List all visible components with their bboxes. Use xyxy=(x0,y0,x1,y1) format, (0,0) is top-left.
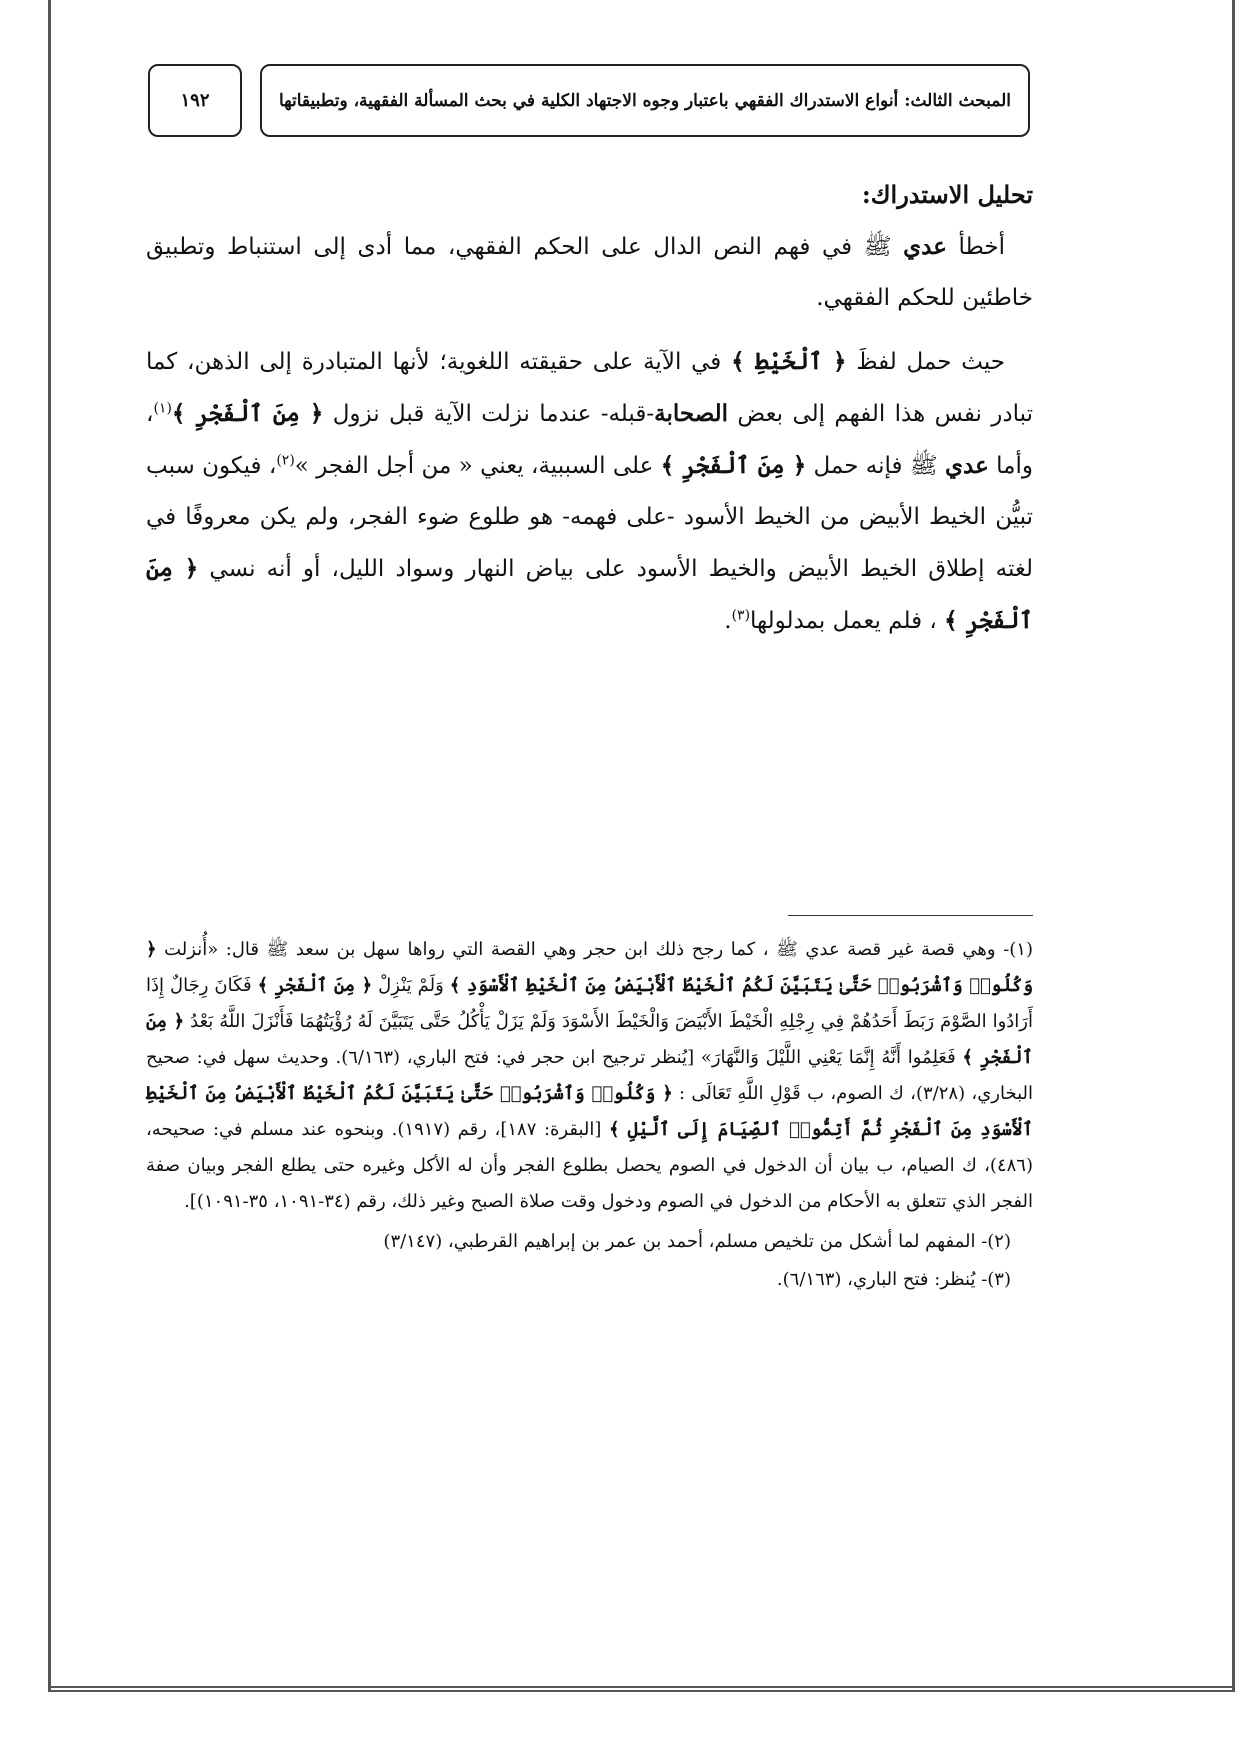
quran-quote: ﴿ وَكُلُوا۟ وَٱشْرَبُوا۟ حَتَّىٰ يَتَبَيَّنَ لَكُمُ ٱلْخَيْطُ ٱلْأَبْيَضُ مِنَ ٱلْخَيْطِ ٱلْأَسْوَدِ مِنَ ٱلْفَجْرِ ثُمَّ أَتِمُّوا۟ ٱلصِّيَامَ إِلَى ٱلَّيْلِ ﴾ xyxy=(146,1083,1033,1140)
text-run: في الآية على حقيقته اللغوية؛ لأنها المتبادرة إلى الذهن، كما تبادر نفس هذا الفهم إلى بعض xyxy=(146,349,1033,427)
text-run: ، وأما xyxy=(146,401,1033,479)
name-emphasis: الصحابة xyxy=(654,400,729,427)
text-run: . xyxy=(724,608,732,634)
page-frame-bottom xyxy=(48,1686,1235,1692)
running-header-title: المبحث الثالث: أنواع الاستدراك الفقهي باعتبار وجوه الاجتهاد الكلية في بحث المسألة الفقهية، وتطبيقاتها xyxy=(278,90,1012,111)
paragraph-1 xyxy=(146,221,1033,324)
footnote-1 xyxy=(146,932,1033,1220)
footnotes xyxy=(146,932,1033,1300)
text-run: [البقرة: ١٨٧]، رقم (١٩١٧). وبنحوه عند مسلم في: صحيحه، (٤٨٦)، ك الصيام، ب بيان أن الدخول في الصوم يحصل بطلوع الفجر وأن له الأكل وغيره حتى يطلع الفجر وبيان صفة الفجر الذي تتعلق به الأحكام من الدخول في الصوم ودخول وقت صلاة الصبح وغير ذلك، رقم (٣٤-١٠٩١، ٣٥-١٠٩١)]. xyxy=(146,1119,1033,1212)
text-run: المفهم لما أشكل من تلخيص مسلم، أحمد بن عمر بن إبراهيم القرطبي، (٣/١٤٧) xyxy=(383,1231,982,1252)
name-emphasis: عدي xyxy=(903,233,947,260)
quran-quote: ﴿ مِنَ ٱلْفَجْرِ ﴾ xyxy=(660,452,807,479)
text-run: ، فلم يعمل بمدلولها xyxy=(750,608,945,634)
footnote-3 xyxy=(146,1262,1033,1298)
footnote-ref-1[interactable]: (١) xyxy=(153,400,172,417)
text-run: فَعَلِمُوا أَنَّهُ إِنَّمَا يَعْنِي اللَّيْلَ وَالنَّهَارَ» [يُنظر ترجيح ابن حجر في: فتح الباري، (٦/١٦٣). وحديث سهل في: صحيح البخاري، (٣/٢٨)، ك الصوم، ب قَوْلِ اللَّهِ تَعَالَى : xyxy=(146,1047,1034,1104)
quran-quote: ﴿ مِنَ ٱلْفَجْرِ ﴾ xyxy=(146,555,1033,634)
running-header xyxy=(260,64,1030,137)
quran-quote: ﴿ وَكُلُوا۟ وَٱشْرَبُوا۟ حَتَّىٰ يَتَبَيَّنَ لَكُمُ ٱلْخَيْطُ ٱلْأَبْيَضُ مِنَ ٱلْخَيْطِ ٱلْأَسْوَدِ ﴾ xyxy=(146,939,1033,996)
section-heading: تحليل الاستدراك: xyxy=(861,180,1033,209)
text-run: وَلَمْ يَنْزِلْ xyxy=(372,975,450,996)
footnote-number: (١)- xyxy=(1003,939,1033,960)
footnote-separator xyxy=(788,915,1033,916)
page-frame-left xyxy=(48,0,51,1690)
footnote-number: (٣)- xyxy=(981,1269,1011,1290)
text-run: ﷺ فإنه حمل xyxy=(806,453,946,479)
text-run: ﷺ في فهم النص الدال على الحكم الفقهي، مما أدى إلى استنباط وتطبيق خاطئين للحكم الفقهي. xyxy=(146,234,1033,311)
quran-quote: ﴿ مِنَ ٱلْفَجْرِ ﴾ xyxy=(171,400,324,427)
footnote-ref-2[interactable]: (٢) xyxy=(276,452,295,469)
text-run: على السببية، يعني « من أجل الفجر » xyxy=(294,453,661,479)
quran-quote: ﴿ مِنَ ٱلْفَجْرِ ﴾ xyxy=(257,975,373,996)
footnote-ref-3[interactable]: (٣) xyxy=(731,607,751,624)
page-number: ١٩٢ xyxy=(180,90,210,111)
text-run: وهي قصة غير قصة عدي ﷺ ، كما رجح ذلك ابن حجر وهي القصة التي رواها سهل بن سعد ﷺ قال: «أُنزلت xyxy=(156,939,1004,960)
footnote-2 xyxy=(146,1224,1033,1260)
text-run: فَكَانَ رِجَالٌ إِذَا أَرَادُوا الصَّوْمَ رَبَطَ أَحَدُهُمْ فِي رِجْلِهِ الْخَيْطَ الأَبْيَضَ وَالْخَيْطَ الأَسْوَدَ وَلَمْ يَزَلْ يَأْكُلُ حَتَّى يَتَبَيَّنَ لَهُ رُؤْيَتُهُمَا فَأَنْزَلَ اللَّهُ بَعْدُ xyxy=(146,975,1033,1032)
text-run: -قبله- عندما نزلت الآية قبل نزول xyxy=(323,401,655,427)
text-run: حيث حمل لفظَ xyxy=(846,349,1005,375)
main-text xyxy=(146,175,1033,659)
paragraph-2 xyxy=(146,336,1033,647)
quran-quote: ﴿ ٱلْخَيْطِ ﴾ xyxy=(731,348,847,375)
text-run: أخطأ xyxy=(946,234,1005,260)
text-run: ، فيكون سبب تبيُّن الخيط الأبيض من الخيط الأسود -على فهمه- هو طلوع ضوء الفجر، ولم يكن معروفًا في لغته إطلاق الخيط الأبيض والخيط الأسود على بياض النهار وسواد الليل، أو أنه نسي xyxy=(146,453,1033,582)
page-number-box xyxy=(148,64,242,137)
page-frame-right xyxy=(1232,0,1235,1690)
name-emphasis: عدي xyxy=(945,452,989,479)
footnote-number: (٢)- xyxy=(981,1231,1011,1252)
text-run: يُنظر: فتح الباري، (٦/١٦٣). xyxy=(776,1269,982,1290)
quran-quote: ﴿ مِنَ ٱلْفَجْرِ ﴾ xyxy=(146,1011,1033,1068)
